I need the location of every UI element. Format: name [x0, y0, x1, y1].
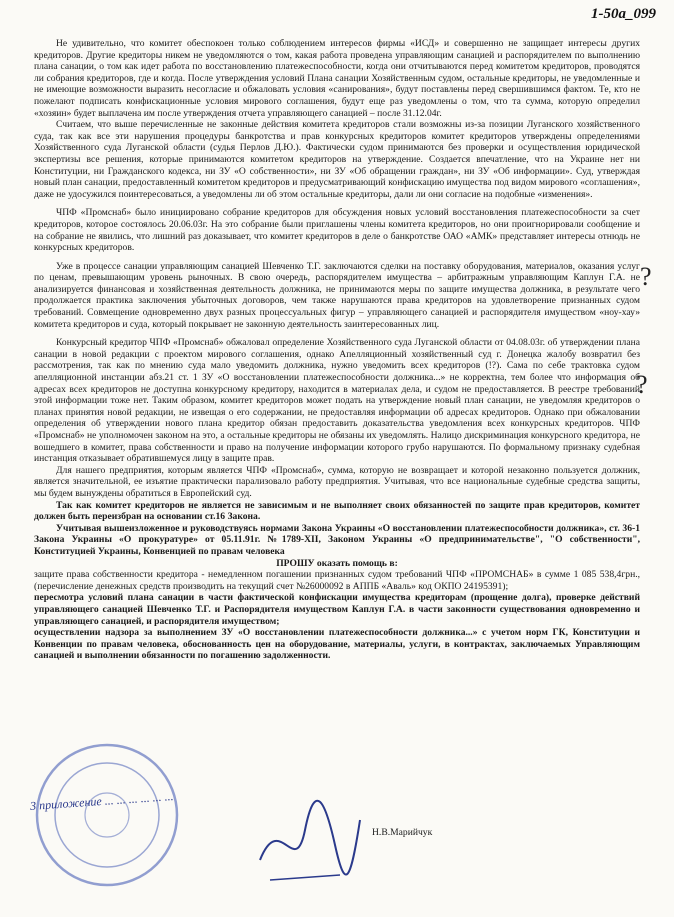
request-item-1: защите права собственности кредитора - немедленном погашении признанных судом требований ЧПФ «ПРОМСНАБ» в сумме 1 085 538,4грн., (перечисление денежных средств производить на текущий счет №26000092 в АППБ «Аваль» код ОКПО 24195391);: [34, 569, 640, 592]
question-mark-annotation: ?: [636, 370, 648, 399]
document-body: [34, 38, 640, 662]
request-item-3: осуществлении надзора за выполнением ЗУ «О восстановлении платежеспособности должника...» с учетом норм ГК, Конституции и Конвенции по правам человека, обоснованность цен на оборудование, материалы, услуги, в контрактах, заключаемых Управляющим санацией и выполнении обязанности по погашению задолженности.: [34, 627, 640, 662]
handwritten-note-text: 3 приложение ... ... ... ... ... ...: [29, 789, 174, 813]
question-mark-annotation: ?: [640, 262, 652, 291]
paragraph-2: Считаем, что выше перечисленные не законные действия комитета кредиторов стали возможны из-за позиции Луганского хозяйственного суда, так как все эти нарушения процедуры банкротства и прав конкурсных кредиторов комитет кредиторов утверждены определениями Хозяйственного суда Луганской области (судья Перлов Д.Ю.). Фактически судом принимаются без проверки и осуществления юридической экспертизы все решения, которые принимаются комитетом кредиторов на утверждение. Создается впечатление, что на Украине нет ни Конституции, ни Гражданского кодекса, ни ЗУ «О собственности», ни ЗУ «Об обращении граждан», ни ЗУ «Об информации». Суд, утверждая новый план санации, предоставленный комитетом кредиторов и предусматривающий конфискацию имущества под видом мирового «соглашения», даже не удосужился поинтересоваться, а уведомлены ли об этом остальные кредиторы, дали ли они согласие на подобные «изменения».: [34, 119, 640, 200]
paragraph-3: ЧПФ «Промснаб» было инициировано собрание кредиторов для обсуждения новых условий восстановления платежеспособности за счет кредиторов, которое состоялось 20.06.03г. На это собрание были приглашены члены комитета кредиторов, но они проигнорировали сообщение и на собрание не явились, что лишний раз доказывает, что комитет кредиторов в деле о банкротстве ОАО «АМК» представляет интересы отнюдь не конкурсных кредиторов.: [34, 207, 640, 254]
paragraph-8: Учитывая вышеизложенное и руководствуясь нормами Закона Украины «О восстановлении платежеспособности должника», ст. 36-1 Закона Украины «О прокуратуре» от 05.11.91г. №1789-XII, Законом Украины «О предпринимательстве", "О собственности", Конституцией Украины, Конвенцией по правам человека: [34, 522, 640, 557]
stamp-seal: [22, 730, 192, 900]
request-item-2: пересмотра условий плана санации в части фактической конфискации имущества кредиторам (прощение долга), проверке действий управляющего санацией Шевченко Т.Г. и Распорядителя имуществом Каплун Г.А. в части законности существования одновременно и управляющего санацией, и распорядителя имуществом;: [34, 592, 640, 627]
paragraph-1: Не удивительно, что комитет обеспокоен только соблюдением интересов фирмы «ИСД» и совершенно не защищает интересы других кредиторов. Другие кредиторы никем не уведомляются о том, какая работа проведена управляющим санацией и распорядителем по выполнению плана санации, о том как идет работа по восстановлению платежеспособности, когда они отчитываются перед комитетом кредиторов, проводятся ли собрания кредиторов, где и когда. После утверждения условий Плана санации Хозяйственным судом, остальные кредиторы, не уведомленные и не имеющие возможности выразить несогласие и обжаловать условия «санирования», будут поставлены перед свершившимся фактом. Те, кто не пожелают подписать конфискационные условия мирового соглашения, будут еще раз уведомлены о том, что та сумма, которую определил «хозяин» будет выплачена им после утверждения отчета управляющего санацией – после 31.12.04г.: [34, 38, 640, 119]
document-code: 1-50a_099: [591, 6, 656, 22]
signature-name: Н.В.Марийчук: [372, 827, 433, 838]
request-heading: ПРОШУ оказать помощь в:: [276, 557, 398, 569]
paragraph-5: Конкурсный кредитор ЧПФ «Промснаб» обжаловал определение Хозяйственного суда Луганской области от 04.08.03г. об утверждении плана санации в новой редакции с проектом мирового соглашения, однако Апелляционный хозяйственный суд г. Донецка жалобу возвратил без рассмотрения, так как по мнению суда мало уведомить должника, нужно уведомить всех кредиторов (!?). Сама по себе трактовка судом апелляционной инстанции абз.21 ст. 1 ЗУ «О восстановлении платежеспособности должника...» не корректна, тем более что информация об адресах всех кредиторов не доступна конкурсному кредитору, находится в материалах дела, и судом не предоставляется. В реестре требований этой информации тоже нет. Таким образом, комитет кредиторов может подать на утверждение новый план санации, не уведомляя кредиторов о планах принятия новой редакции, не извещая о его содержании, не предоставляя информации об адресах кредиторов. Однако при обжаловании определения об утверждении нового плана кредитор обязан предоставить доказательства уведомления всех конкурсных кредиторов. ЧПФ «Промснаб» не уполномочен законом на это, а остальные кредиторы не обязаны их уведомлять. Налицо дискриминация конкурсного кредитора, не вошедшего в комитет, права собственности и право на получение информации которого грубо нарушаются. По формальному признаку судебная инстанция отказывает обратившемуся лицу в защите прав.: [34, 337, 640, 465]
paragraph-4: Уже в процессе санации управляющим санацией Шевченко Т.Г. заключаются сделки на поставку оборудования, материалов, оказания услуг по ценам, превышающим уровень рыночных. В свою очередь, распорядителем имущества – арбитражным управляющим Каплун Г.А. не анализируется финансовая и хозяйственная деятельность должника, не принимаются меры по защите имущества должника, в результате чего продолжается практика заключения убыточных договоров, чем также нарушаются права кредиторов на удовлетворение признанных судом требований. Совмещение одновременно двух разных процессуальных фигур – управляющего санацией и распорядителя имуществом «ноу-хау» комитета кредиторов и суда, который покрывает не законную деятельность заинтересованных лиц.: [34, 260, 640, 330]
paragraph-6: Для нашего предприятия, которым является ЧПФ «Промснаб», сумма, которую не возвращает и которой незаконно пользуется должник, является значительной, ее изъятие практически парализовало работу предприятия. Учитывая, что все национальные судебные средства защиты, мы будем вынуждены обратиться в Европейский суд.: [34, 464, 640, 499]
paragraph-7: Так как комитет кредиторов не является не зависимым и не выполняет своих обязанностей по защите прав кредиторов, комитет должен быть переизбран на основании ст.16 Закона.: [34, 499, 640, 523]
signature-scribble: [250, 790, 370, 900]
